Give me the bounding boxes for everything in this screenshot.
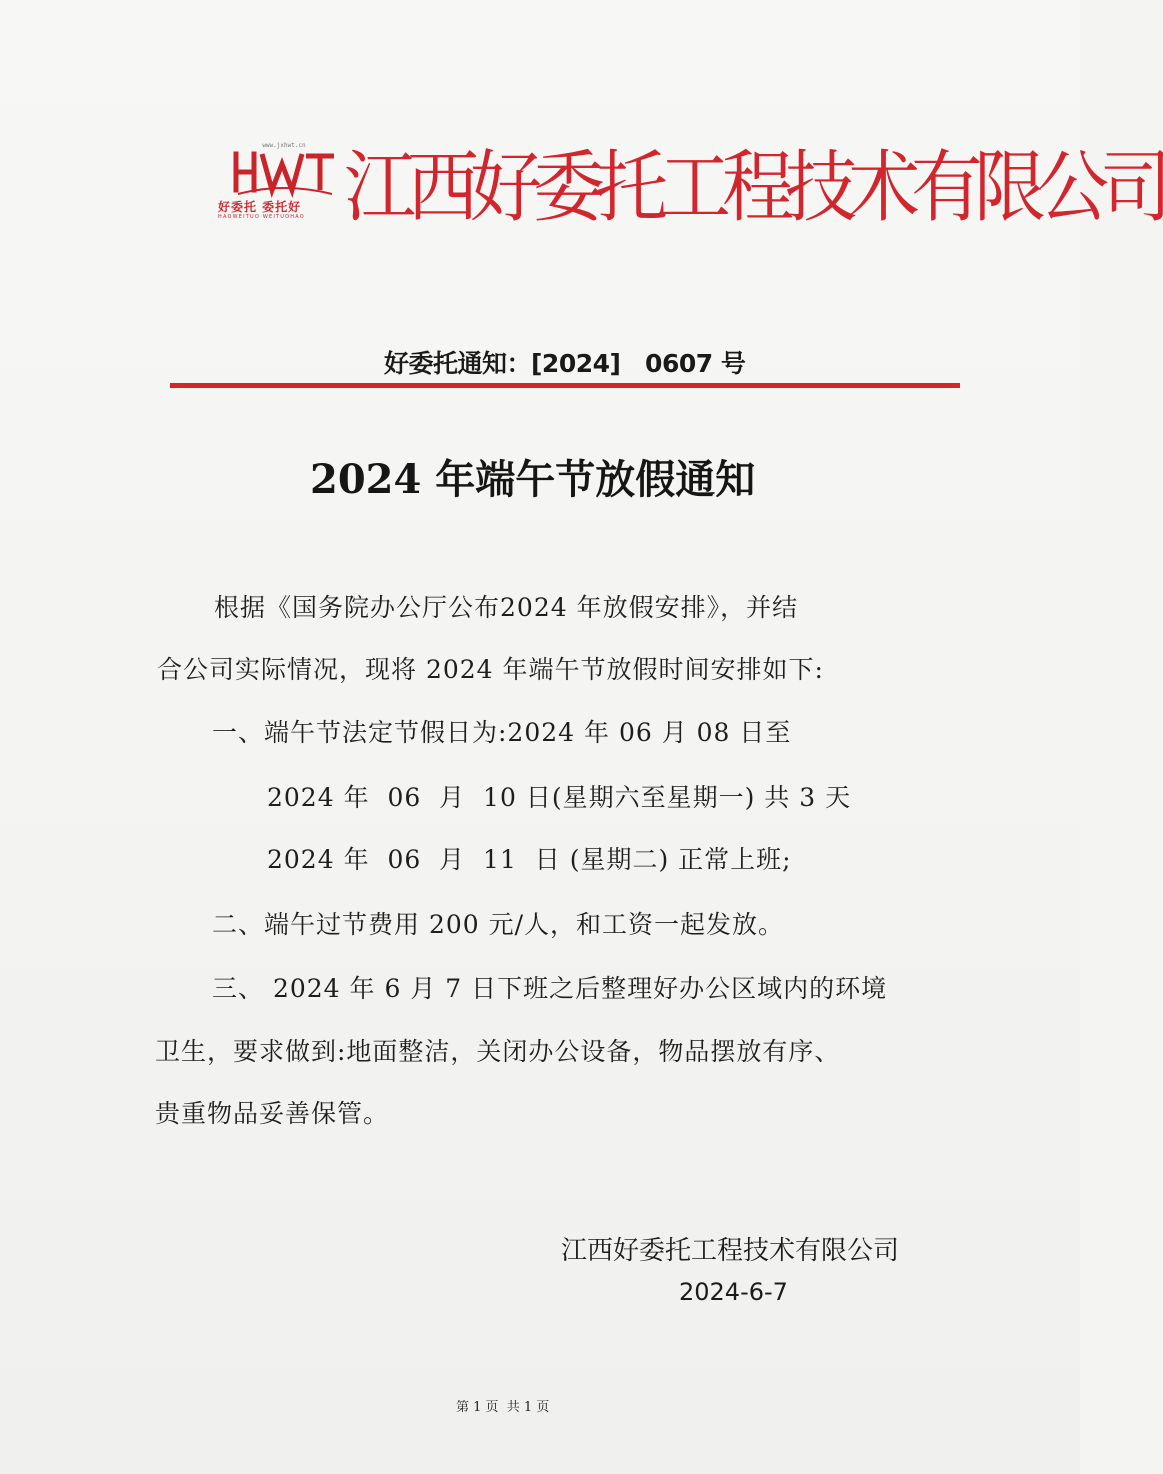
body-line: 三、 2024 年 6 月 7 日下班之后整理好办公区域内的环境 [212,974,888,1003]
body-line: 合公司实际情况，现将 2024 年端午节放假时间安排如下: [157,655,824,684]
notice-number: 好委托通知：[2024] 0607 号 [384,349,746,378]
body-line: 一、端午节法定节假日为:2024 年 06 月 08 日至 [212,718,792,747]
body-line: 二、端午过节费用 200 元/人，和工资一起发放。 [212,910,785,939]
document-title: 2024 年端午节放假通知 [310,456,756,503]
page-number-footer: 第 1 页 共 1 页 [456,1400,550,1415]
company-logo [214,142,346,226]
logo-chinese-slogan: 好委托 委托好 [218,200,302,214]
body-line: 贵重物品妥善保管。 [155,1099,390,1128]
body-line: 卫生，要求做到:地面整洁，关闭办公设备，物品摆放有序、 [155,1037,841,1066]
logo-url: www.jxhwt.cn [262,142,306,149]
body-line: 2024 年 06 月 10 日(星期六至星期一) 共 3 天 [267,783,852,812]
company-banner: 江西好委托工程技术有限公司 [344,141,1163,233]
body-line: 根据《国务院办公厅公布2024 年放假安排》，并结 [214,593,799,622]
logo-english-slogan: HAOWEITUO WEITUOHAO [218,214,305,220]
red-divider-line [170,383,960,388]
signature-company: 江西好委托工程技术有限公司 [561,1236,900,1266]
signature-date: 2024-6-7 [679,1278,788,1306]
hwt-logo-mark [232,150,336,196]
body-line: 2024 年 06 月 11 日 (星期二) 正常上班; [267,845,792,874]
